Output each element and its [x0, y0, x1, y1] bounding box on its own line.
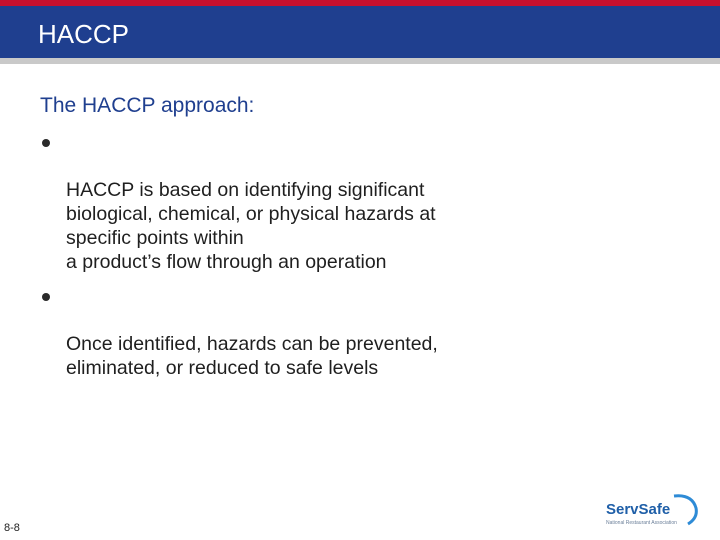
- bullet-item: [42, 284, 512, 380]
- header-shadow-bar: [0, 58, 720, 64]
- bullet-text: HACCP is based on identifying significant biological, chemical, or physical hazards at specific points within a product’s flow through an operation: [66, 179, 436, 273]
- logo-swoosh-icon: [674, 496, 696, 524]
- servsafe-logo: [604, 490, 700, 530]
- bullet-item: [42, 130, 512, 274]
- svg-text:National Restaurant Associatio: National Restaurant Association: [606, 520, 677, 526]
- page-number: 8-8: [4, 522, 20, 534]
- bullet-list: [42, 130, 512, 390]
- slide-title: HACCP: [38, 19, 130, 49]
- bullet-dot-icon: [42, 139, 50, 147]
- slide-subtitle: The HACCP approach:: [40, 94, 255, 117]
- svg-text:ServSafe: ServSafe: [606, 501, 671, 518]
- bullet-dot-icon: [42, 293, 50, 301]
- slide-header: [0, 6, 720, 58]
- bullet-text: Once identified, hazards can be prevented, eliminated, or reduced to safe levels: [66, 333, 438, 379]
